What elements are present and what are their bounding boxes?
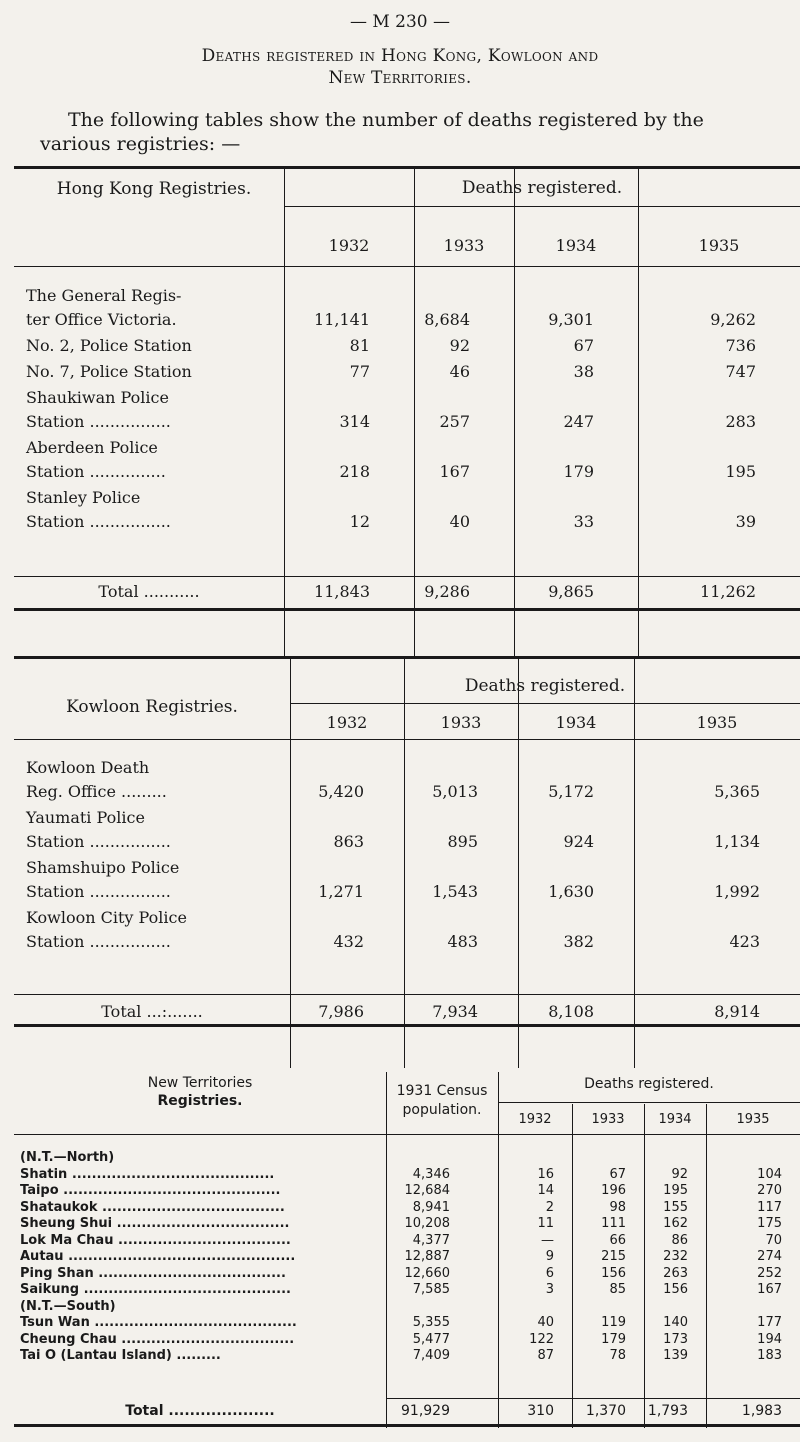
year-header: 1933 — [591, 1112, 625, 1127]
census-population: 5,355 — [412, 1315, 450, 1330]
death-count: 736 — [725, 336, 756, 355]
registry-name: Shamshuipo Police — [26, 858, 180, 877]
heading-line-1: Deaths registered in Hong Kong, Kowloon and — [201, 46, 599, 66]
census-header-line-2: population. — [402, 1102, 482, 1118]
death-count: 1,271 — [318, 882, 364, 901]
nt-header-line-1: New Territories — [147, 1075, 253, 1091]
registry-name: Station ................ — [26, 932, 171, 951]
district-name: Sheung Shui ................................... — [20, 1216, 290, 1231]
death-count: 1,630 — [548, 882, 594, 901]
death-count: 232 — [663, 1249, 688, 1264]
death-count: 39 — [735, 512, 756, 531]
death-count: 257 — [439, 412, 470, 431]
total-count: 8,914 — [714, 1002, 760, 1021]
death-count: 194 — [757, 1331, 782, 1347]
registry-name: Aberdeen Police — [26, 438, 158, 457]
death-count: 747 — [725, 362, 756, 381]
death-count: 314 — [339, 412, 370, 431]
death-count: 139 — [663, 1348, 688, 1363]
death-count: 9,301 — [548, 310, 594, 329]
year-header: 1935 — [696, 713, 738, 732]
registry-name: Kowloon City Police — [26, 908, 187, 927]
page-number: — M 230 — — [349, 12, 451, 32]
deaths-registered-header: Deaths registered. — [461, 178, 623, 198]
group-rule — [290, 703, 800, 704]
death-count: 1,543 — [432, 882, 478, 901]
group-rule — [498, 1102, 800, 1103]
death-count: 11 — [537, 1216, 554, 1231]
census-population: 7,409 — [412, 1348, 450, 1363]
district-name: Shatin ......................................... — [20, 1166, 275, 1182]
death-count: 195 — [663, 1183, 688, 1198]
death-count: 78 — [609, 1348, 626, 1363]
death-count: 92 — [671, 1166, 688, 1182]
death-count: 218 — [339, 462, 370, 481]
district-name: Ping Shan ...................................... — [20, 1265, 286, 1281]
total-count: 11,843 — [314, 582, 370, 601]
district-name: Shataukok ..................................... — [20, 1199, 285, 1215]
district-name: Cheung Chau ................................... — [20, 1331, 295, 1347]
death-count: 183 — [757, 1348, 782, 1363]
registry-name: Yaumati Police — [26, 808, 145, 827]
death-count: — — [541, 1232, 554, 1248]
death-count: 5,013 — [432, 782, 478, 801]
nt-header-line-2: Registries. — [157, 1093, 243, 1109]
total-label: Total ........... — [98, 582, 200, 601]
death-count: 3 — [545, 1282, 554, 1297]
death-count: 111 — [601, 1216, 626, 1231]
death-count: 40 — [449, 512, 470, 531]
death-count: 895 — [447, 832, 478, 851]
death-count: 140 — [663, 1315, 688, 1330]
year-header: 1933 — [440, 713, 482, 732]
death-count: 70 — [765, 1232, 782, 1248]
death-count: 6 — [545, 1265, 554, 1281]
census-population: 4,346 — [412, 1166, 450, 1182]
total-population: 91,929 — [401, 1403, 450, 1419]
page-heading — [0, 45, 800, 89]
death-count: 156 — [601, 1265, 626, 1281]
death-count: 5,420 — [318, 782, 364, 801]
year-header: 1932 — [326, 713, 368, 732]
year-header: 1934 — [555, 713, 597, 732]
death-count: 87 — [537, 1348, 554, 1363]
total-count: 1,793 — [647, 1403, 688, 1419]
bottom-rule — [14, 608, 800, 611]
registries-header: Kowloon Registries. — [66, 697, 238, 717]
death-count: 9 — [545, 1249, 554, 1264]
total-count: 1,370 — [585, 1403, 626, 1419]
top-rule — [14, 166, 800, 169]
total-count: 9,865 — [548, 582, 594, 601]
death-count: 924 — [563, 832, 594, 851]
registry-name: Station ................ — [26, 512, 171, 531]
death-count: 863 — [333, 832, 364, 851]
kowloon-table — [14, 656, 800, 1068]
registry-name: Stanley Police — [26, 488, 141, 507]
death-count: 12 — [349, 512, 370, 531]
heading-line-2: New Territories. — [328, 68, 472, 88]
death-count: 179 — [563, 462, 594, 481]
registry-name: ter Office Victoria. — [26, 310, 177, 329]
total-count: 7,934 — [432, 1002, 478, 1021]
district-name: Saikung .......................................... — [20, 1282, 291, 1297]
section-label-north: (N.T.—North) — [20, 1150, 115, 1165]
hong-kong-table — [14, 166, 800, 656]
death-count: 483 — [447, 932, 478, 951]
death-count: 274 — [757, 1249, 782, 1264]
registry-name: Station ................ — [26, 412, 171, 431]
death-count: 5,172 — [548, 782, 594, 801]
death-count: 155 — [663, 1199, 688, 1215]
death-count: 263 — [663, 1265, 688, 1281]
year-header: 1932 — [518, 1112, 552, 1127]
census-population: 12,887 — [404, 1249, 450, 1264]
year-header: 1934 — [658, 1112, 692, 1127]
death-count: 38 — [573, 362, 594, 381]
death-count: 173 — [663, 1331, 688, 1347]
registry-name: The General Regis- — [26, 286, 182, 305]
death-count: 215 — [601, 1249, 626, 1264]
death-count: 46 — [449, 362, 470, 381]
total-label: Total ...:....... — [101, 1002, 203, 1021]
total-count: 9,286 — [424, 582, 470, 601]
death-count: 156 — [663, 1282, 688, 1297]
death-count: 270 — [757, 1183, 782, 1198]
deaths-registered-header: Deaths registered. — [464, 676, 626, 696]
death-count: 167 — [439, 462, 470, 481]
death-count: 67 — [573, 336, 594, 355]
death-count: 2 — [545, 1199, 554, 1215]
header-rule — [14, 1134, 800, 1135]
district-name: Tai O (Lantau Island) ......... — [20, 1348, 221, 1363]
registry-name: Station ................ — [26, 832, 171, 851]
bottom-rule — [14, 1024, 800, 1027]
death-count: 247 — [563, 412, 594, 431]
header-rule — [14, 266, 800, 267]
census-population: 4,377 — [412, 1232, 450, 1248]
death-count: 177 — [757, 1315, 782, 1330]
total-count: 1,983 — [741, 1403, 782, 1419]
death-count: 382 — [563, 932, 594, 951]
group-rule — [284, 206, 800, 207]
death-count: 67 — [609, 1166, 626, 1182]
death-count: 98 — [609, 1199, 626, 1215]
census-population: 12,684 — [404, 1183, 450, 1198]
death-count: 195 — [725, 462, 756, 481]
total-top-rule — [14, 576, 800, 577]
death-count: 1,134 — [714, 832, 760, 851]
death-count: 167 — [757, 1282, 782, 1297]
death-count: 16 — [537, 1166, 554, 1182]
total-label: Total .................... — [125, 1403, 275, 1419]
district-name: Tsun Wan ......................................... — [20, 1315, 297, 1330]
death-count: 77 — [349, 362, 370, 381]
registry-name: No. 2, Police Station — [26, 336, 192, 355]
death-count: 175 — [757, 1216, 782, 1231]
total-count: 8,108 — [548, 1002, 594, 1021]
death-count: 86 — [671, 1232, 688, 1248]
section-label-south: (N.T.—South) — [20, 1298, 116, 1314]
header-rule — [14, 739, 800, 740]
year-header: 1935 — [736, 1112, 770, 1127]
total-top-rule — [386, 1398, 800, 1399]
death-count: 196 — [601, 1183, 626, 1198]
census-population: 7,585 — [412, 1282, 450, 1297]
death-count: 122 — [529, 1331, 554, 1347]
registry-name: Station ............... — [26, 462, 166, 481]
death-count: 117 — [757, 1199, 782, 1215]
death-count: 283 — [725, 412, 756, 431]
registry-name: Reg. Office ......... — [26, 782, 167, 801]
death-count: 432 — [333, 932, 364, 951]
death-count: 33 — [573, 512, 594, 531]
deaths-registered-header: Deaths registered. — [584, 1076, 714, 1092]
registry-name: Station ................ — [26, 882, 171, 901]
death-count: 423 — [729, 932, 760, 951]
total-count: 7,986 — [318, 1002, 364, 1021]
census-population: 10,208 — [404, 1216, 450, 1231]
top-rule — [14, 656, 800, 659]
death-count: 85 — [609, 1282, 626, 1297]
death-count: 119 — [601, 1315, 626, 1330]
registry-name: Shaukiwan Police — [26, 388, 169, 407]
death-count: 179 — [601, 1331, 626, 1347]
intro-paragraph — [40, 108, 770, 156]
death-count: 5,365 — [714, 782, 760, 801]
district-name: Taipo ............................................ — [20, 1183, 281, 1198]
census-population: 5,477 — [412, 1331, 450, 1347]
intro-text: The following tables show the number of deaths registered by the various registries: — — [40, 109, 704, 155]
death-count: 1,992 — [714, 882, 760, 901]
death-count: 252 — [757, 1265, 782, 1281]
total-count: 310 — [527, 1403, 554, 1419]
year-header: 1932 — [328, 236, 370, 255]
death-count: 66 — [609, 1232, 626, 1248]
year-header: 1935 — [698, 236, 740, 255]
total-top-rule — [14, 994, 800, 995]
death-count: 92 — [449, 336, 470, 355]
census-header-line-1: 1931 Census — [396, 1083, 488, 1099]
year-header: 1934 — [555, 236, 597, 255]
new-territories-table — [14, 1068, 800, 1428]
bottom-rule — [14, 1424, 800, 1427]
death-count: 14 — [537, 1183, 554, 1198]
district-name: Lok Ma Chau ................................... — [20, 1232, 291, 1248]
death-count: 8,684 — [424, 310, 470, 329]
death-count: 162 — [663, 1216, 688, 1231]
district-name: Autau .............................................. — [20, 1249, 296, 1264]
total-count: 11,262 — [700, 582, 756, 601]
registries-header: Hong Kong Registries. — [56, 179, 252, 199]
registry-name: No. 7, Police Station — [26, 362, 192, 381]
death-count: 9,262 — [710, 310, 756, 329]
death-count: 81 — [349, 336, 370, 355]
census-population: 8,941 — [412, 1199, 450, 1215]
death-count: 104 — [757, 1166, 782, 1182]
census-population: 12,660 — [404, 1265, 450, 1281]
death-count: 11,141 — [314, 310, 370, 329]
registry-name: Kowloon Death — [26, 758, 150, 777]
year-header: 1933 — [443, 236, 485, 255]
death-count: 40 — [537, 1315, 554, 1330]
